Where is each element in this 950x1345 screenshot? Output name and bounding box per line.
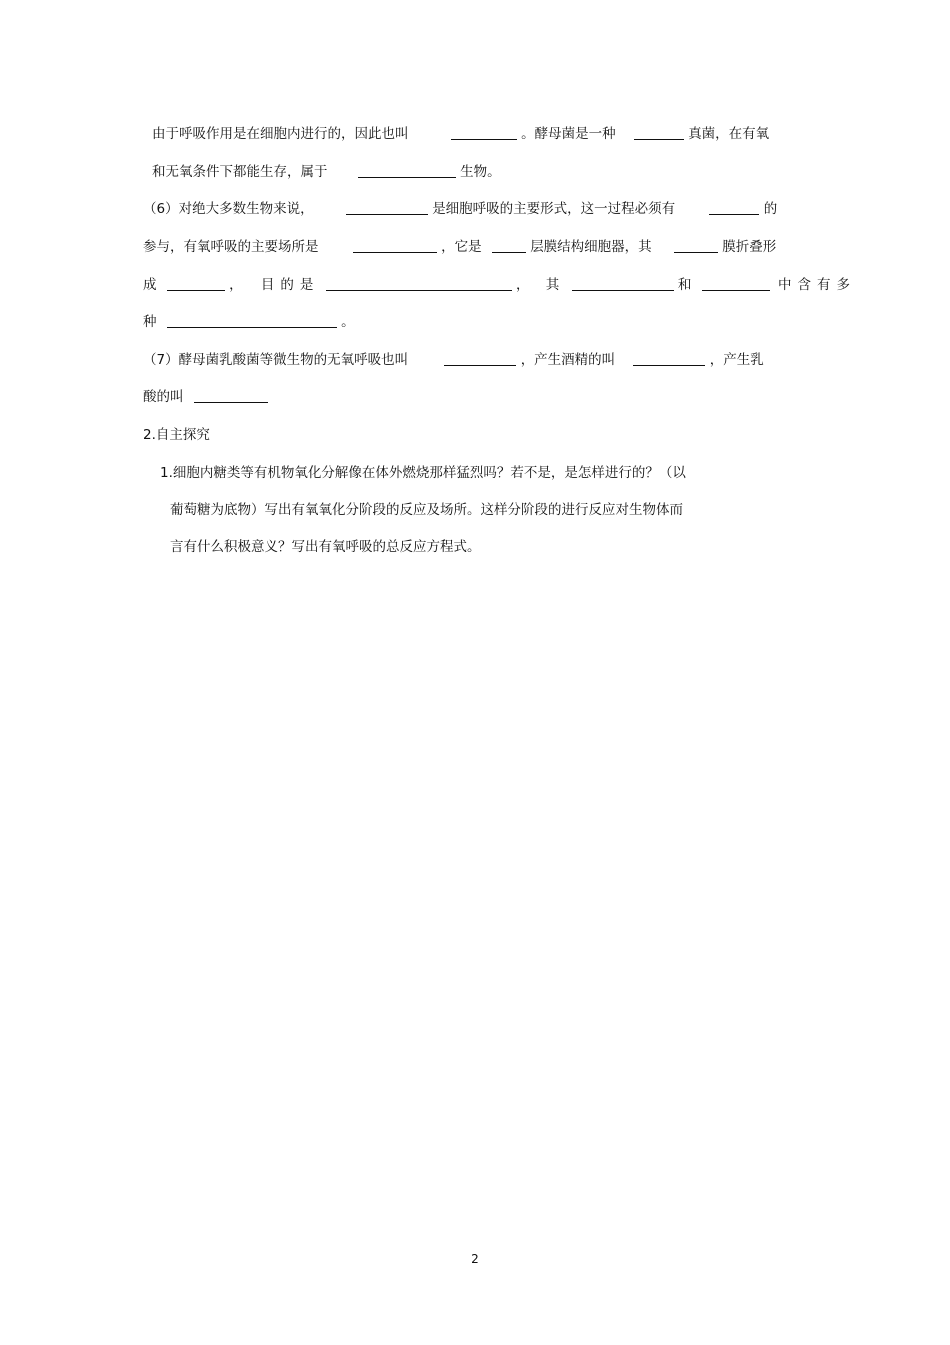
fill-blank[interactable]	[194, 388, 268, 403]
text: 成	[143, 277, 157, 293]
text: 。酵母菌是一种	[521, 126, 616, 142]
text-line-1	[152, 124, 769, 144]
text: 是细胞呼吸的主要形式，这一过程必须有	[432, 201, 676, 217]
text-line-4	[143, 237, 776, 257]
fill-blank[interactable]	[326, 276, 512, 291]
text: 层膜结构细胞器，其	[530, 239, 652, 255]
text-line-3	[143, 199, 777, 219]
fill-blank[interactable]	[444, 351, 516, 366]
text: 中含有多	[777, 277, 856, 293]
question-1-line-3: 言有什么积极意义？写出有氧呼吸的总反应方程式。	[170, 539, 481, 555]
section-heading: 2.自主探究	[143, 427, 210, 443]
text-line-6	[143, 312, 355, 332]
question-1-line-1: 1.细胞内糖类等有机物氧化分解像在体外燃烧那样猛烈吗？若不是，是怎样进行的？（以	[160, 465, 686, 481]
text: 和	[677, 277, 692, 293]
text: 生物。	[460, 164, 501, 180]
fill-blank[interactable]	[167, 313, 337, 328]
text-line-5	[143, 275, 856, 295]
fill-blank[interactable]	[674, 238, 718, 253]
text: 种	[143, 314, 157, 330]
fill-blank[interactable]	[709, 200, 759, 215]
fill-blank[interactable]	[353, 238, 437, 253]
fill-blank[interactable]	[167, 276, 225, 291]
text: ，	[515, 277, 530, 293]
text: ，产生乳	[709, 352, 764, 368]
question-1-line-2: 葡萄糖为底物）写出有氧氧化分阶段的反应及场所。这样分阶段的进行反应对生物体而	[170, 502, 683, 518]
text: 参与，有氧呼吸的主要场所是	[143, 239, 319, 255]
text: ，	[229, 277, 243, 293]
text: （6）对绝大多数生物来说，	[143, 201, 314, 217]
text: 真菌，在有氧	[688, 126, 770, 142]
page-number: 2	[471, 1252, 479, 1266]
fill-blank[interactable]	[634, 125, 684, 140]
text: 和无氧条件下都能生存，属于	[152, 164, 328, 180]
fill-blank[interactable]	[633, 351, 705, 366]
text-line-7	[143, 350, 764, 370]
text: 酸的叫	[143, 389, 184, 405]
text: ，产生酒精的叫	[520, 352, 616, 368]
fill-blank[interactable]	[492, 238, 526, 253]
fill-blank[interactable]	[702, 276, 770, 291]
text: 其	[545, 277, 560, 293]
text: 膜折叠形	[722, 239, 777, 255]
text-line-2	[152, 162, 501, 182]
fill-blank[interactable]	[451, 125, 517, 140]
text: 目的是	[260, 277, 320, 293]
text: ，它是	[441, 239, 482, 255]
fill-blank[interactable]	[358, 163, 456, 178]
fill-blank[interactable]	[346, 200, 428, 215]
text-line-8	[143, 387, 268, 407]
text: 由于呼吸作用是在细胞内进行的，因此也叫	[152, 126, 409, 142]
fill-blank[interactable]	[572, 276, 674, 291]
text: 。	[341, 314, 355, 330]
text: （7）酵母菌乳酸菌等微生物的无氧呼吸也叫	[143, 352, 409, 368]
text: 的	[763, 201, 778, 217]
